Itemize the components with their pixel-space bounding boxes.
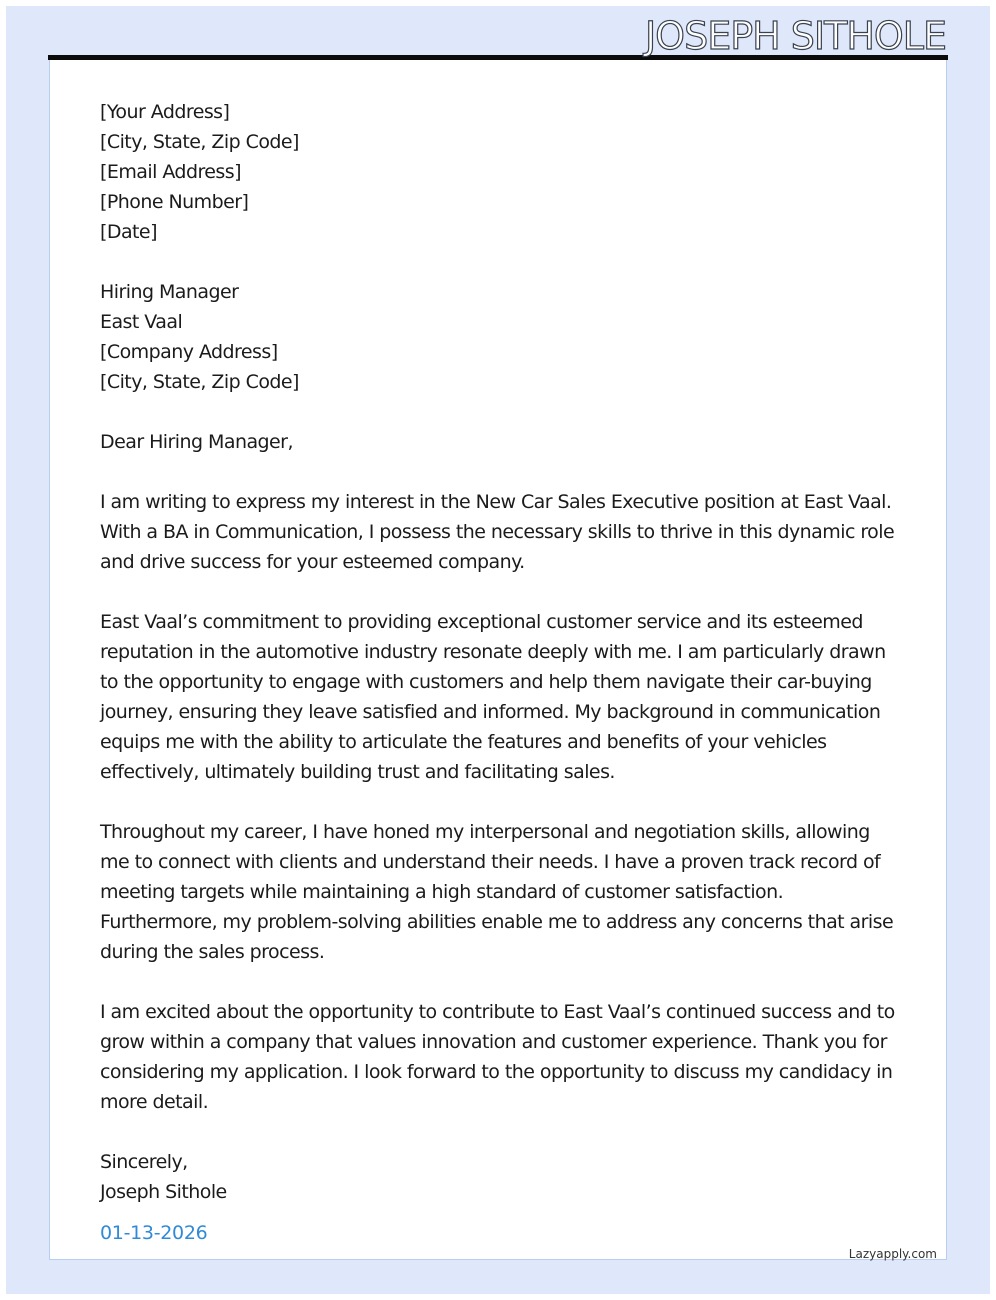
letter-date: 01-13-2026	[100, 1222, 208, 1244]
sender-date: [Date]	[100, 221, 157, 243]
sender-phone: [Phone Number]	[100, 191, 249, 213]
valediction: Sincerely,	[100, 1151, 188, 1173]
body-paragraph-2: East Vaal’s commitment to providing exceptional customer service and its esteemed reputation in the automotive industry resonate deeply with me. I am particularly drawn to the opportunity to engage with customers and help them navigate their car-buying journey, ensuring they leave satisfied and informed. My background in communication equips me with the ability to articulate the features and benefits of your vehicles effectively, ultimately building trust and facilitating sales.	[100, 611, 886, 783]
sender-email: [Email Address]	[100, 161, 241, 183]
recipient-company: East Vaal	[100, 311, 183, 333]
recipient-block	[100, 277, 900, 397]
salutation: Dear Hiring Manager,	[100, 431, 293, 453]
body-paragraph-1: I am writing to express my interest in the New Car Sales Executive position at East Vaal. With a BA in Communication, I possess the necessary skills to thrive in this dynamic role and drive success for your esteemed company.	[100, 491, 895, 573]
sender-address: [Your Address]	[100, 101, 230, 123]
sender-city-state-zip: [City, State, Zip Code]	[100, 131, 299, 153]
letter-body	[100, 97, 900, 1207]
body-paragraph-4: I am excited about the opportunity to contribute to East Vaal’s continued success and to grow within a company that values innovation and customer experience. Thank you for considering my application. I look forward to the opportunity to discuss my candidacy in more detail.	[100, 1001, 895, 1113]
applicant-name-heading: JOSEPH SITHOLE	[644, 14, 946, 58]
recipient-company-address: [Company Address]	[100, 341, 278, 363]
closing-block	[100, 1147, 900, 1207]
recipient-title: Hiring Manager	[100, 281, 239, 303]
sender-block	[100, 97, 900, 247]
recipient-city-state-zip: [City, State, Zip Code]	[100, 371, 299, 393]
lazyapply-credit: Lazyapply.com	[848, 1247, 937, 1261]
signature-name: Joseph Sithole	[100, 1181, 227, 1203]
body-paragraph-3: Throughout my career, I have honed my interpersonal and negotiation skills, allowing me to connect with clients and understand their needs. I have a proven track record of meeting targets while maintaining a high standard of customer satisfaction. Furthermore, my problem-solving abilities enable me to address any concerns that arise during the sales process.	[100, 821, 894, 963]
